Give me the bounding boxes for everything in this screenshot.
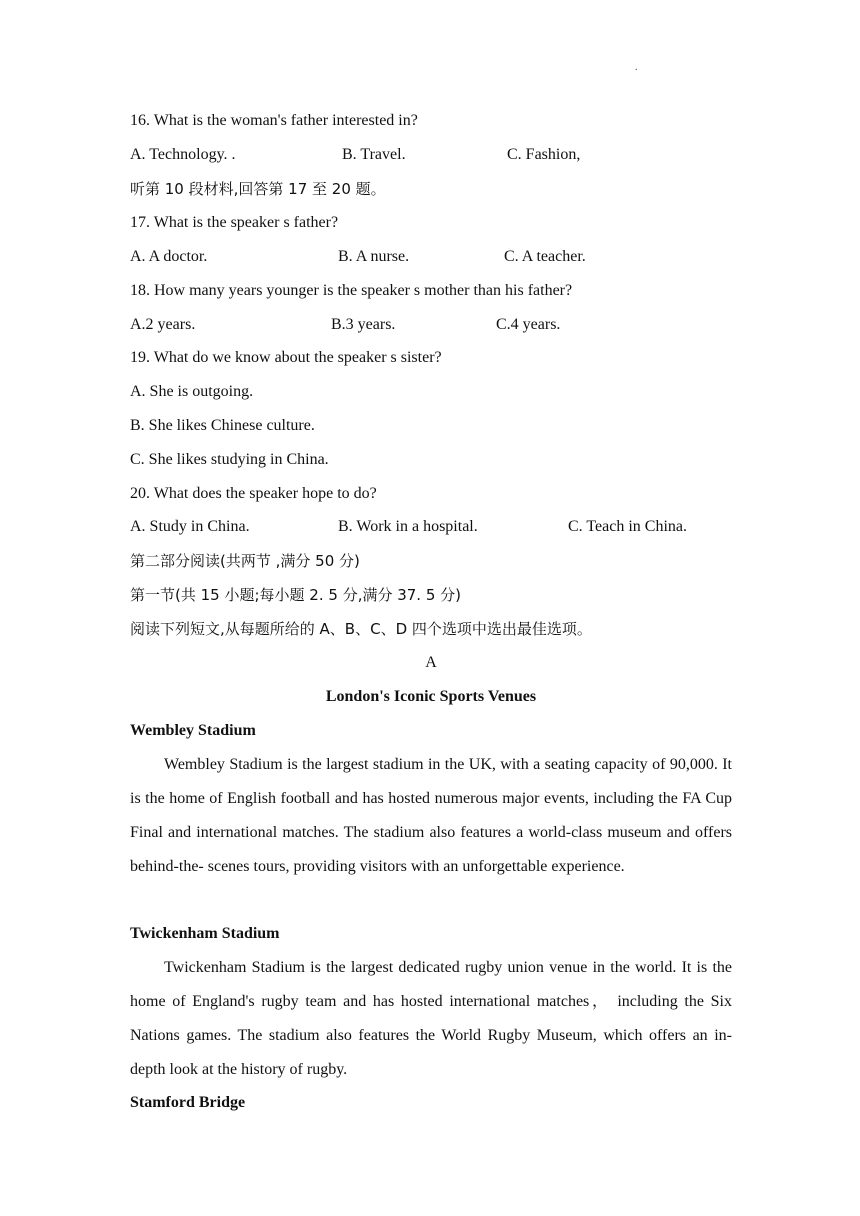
q16-option-a: A. Technology. . xyxy=(130,146,236,163)
question-18: 18. How many years younger is the speaker s mother than his father? xyxy=(130,282,573,299)
q17-option-c: C. A teacher. xyxy=(504,248,586,265)
question-20: 20. What does the speaker hope to do? xyxy=(130,485,377,502)
passage-title: London's Iconic Sports Venues xyxy=(325,688,537,705)
q16-option-b: B. Travel. xyxy=(342,146,406,163)
q18-option-c: C.4 years. xyxy=(496,316,561,333)
paragraph-wembley: Wembley Stadium is the largest stadium in the UK, with a seating capacity of 90,000. It is the home of English football and has hosted numerous major events, including the FA Cup Final and international matches. The stadium also features a world-class museum and offers behind-the- scenes tours, providing visitors with an unforgettable experience. xyxy=(130,756,732,875)
question-16: 16. What is the woman's father interested in? xyxy=(130,112,418,129)
part-two-heading: 第二部分阅读(共两节 ,满分 50 分) xyxy=(130,552,360,570)
reading-instruction: 阅读下列短文,从每题所给的 A、B、C、D 四个选项中选出最佳选项。 xyxy=(130,620,592,638)
section-one-heading: 第一节(共 15 小题;每小题 2. 5 分,满分 37. 5 分) xyxy=(130,586,462,604)
q19-option-c: C. She likes studying in China. xyxy=(130,451,329,468)
section-10-instruction: 听第 10 段材料,回答第 17 至 20 题。 xyxy=(130,180,386,198)
document-page xyxy=(130,0,732,1216)
q19-option-b: B. She likes Chinese culture. xyxy=(130,417,315,434)
question-19: 19. What do we know about the speaker s sister? xyxy=(130,349,442,366)
q18-option-a: A.2 years. xyxy=(130,316,196,333)
q19-option-a: A. She is outgoing. xyxy=(130,383,254,400)
section-heading-twickenham: Twickenham Stadium xyxy=(130,925,280,942)
page-marker: . xyxy=(635,62,638,73)
paragraph-twickenham: Twickenham Stadium is the largest dedicated rugby union venue in the world. It is the home of England's rugby team and has hosted international matches， including the Six Nations games. The stadium also features the World Rugby Museum, which offers an in-depth look at the history of rugby. xyxy=(130,959,732,1078)
q18-option-b: B.3 years. xyxy=(331,316,396,333)
q17-option-b: B. A nurse. xyxy=(338,248,410,265)
q20-option-a: A. Study in China. xyxy=(130,518,250,535)
q20-option-b: B. Work in a hospital. xyxy=(338,518,478,535)
q20-option-c: C. Teach in China. xyxy=(568,518,688,535)
passage-letter: A xyxy=(425,654,437,671)
q16-option-c: C. Fashion, xyxy=(507,146,581,163)
question-17: 17. What is the speaker s father? xyxy=(130,214,339,231)
section-heading-stamford-bridge: Stamford Bridge xyxy=(130,1094,246,1111)
q17-option-a: A. A doctor. xyxy=(130,248,208,265)
section-heading-wembley: Wembley Stadium xyxy=(130,722,256,739)
